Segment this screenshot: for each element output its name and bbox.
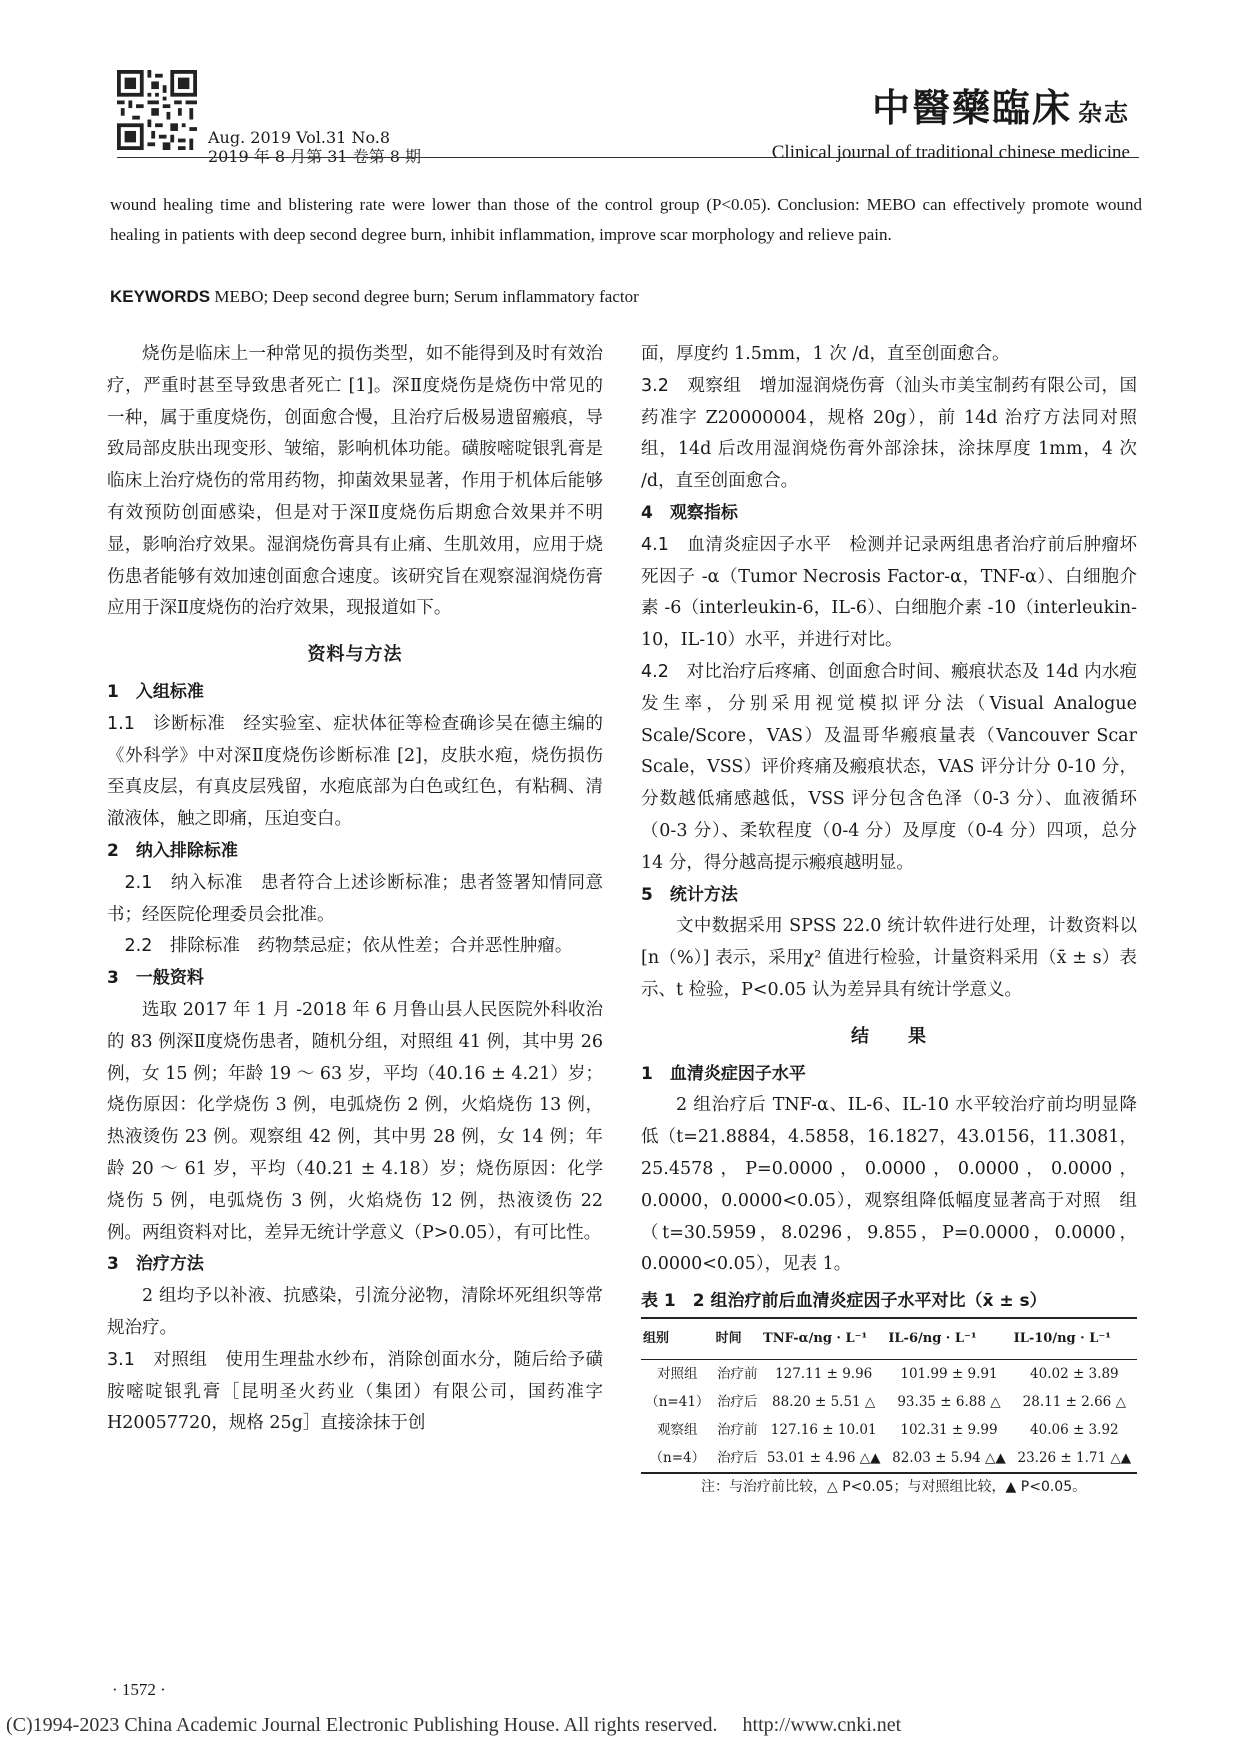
heading-5: 5 统计方法 — [641, 884, 738, 905]
table-cell: 治疗前 — [717, 1421, 758, 1438]
page-number: · 1572 · — [112, 1680, 166, 1699]
table-cell: 治疗后 — [714, 1444, 761, 1473]
paragraph-2-1 — [107, 868, 603, 932]
table-cell: 40.02 ± 3.89 — [1030, 1365, 1119, 1382]
journal-name-cn: 中醫藥臨床 — [871, 85, 1072, 130]
left-column — [107, 339, 603, 1440]
table-title: 表 1 2 组治疗前后血清炎症因子水平对比（x̄ ± s） — [641, 1291, 1047, 1312]
table-row — [641, 1359, 1137, 1388]
table-cell: （n=4） — [641, 1444, 714, 1473]
table-header-cell: IL-10/ng · L⁻¹ — [1012, 1318, 1137, 1359]
issue-info — [208, 128, 421, 166]
header-divider — [117, 157, 1139, 158]
copyright-notice: (C)1994-2023 China Academic Journal Electronic Publishing House. All rights reserved. http://www.cnki.net — [6, 1714, 902, 1736]
table-cell: 127.16 ± 10.01 — [770, 1421, 877, 1438]
issue-date-cn: 2019 年 8 月第 31 卷第 8 期 — [208, 147, 422, 166]
journal-masthead — [772, 86, 1130, 165]
table-cell: 治疗前 — [717, 1365, 758, 1382]
table-cell: 观察组 — [657, 1421, 698, 1438]
table-note: 注：与治疗前比较，△ P<0.05；与对照组比较，▲ P<0.05。 — [701, 1478, 1087, 1495]
paragraph-3b: 2 组均予以补液、抗感染，引流分泌物，清除坏死组织等常规治疗。 — [107, 1286, 603, 1338]
paragraph-3-2 — [641, 371, 1137, 498]
table-cell: 101.99 ± 9.91 — [900, 1365, 998, 1382]
table-header-cell: IL-6/ng · L⁻¹ — [886, 1318, 1011, 1359]
section-heading-results: 结 果 — [851, 1025, 927, 1047]
table-cell: 88.20 ± 5.51 △ — [772, 1393, 876, 1410]
paragraph-1-1 — [107, 709, 603, 836]
qr-code-icon — [117, 70, 197, 150]
text-2-1: 患者符合上述诊断标准；患者签署知情同意书；经医院伦理委员会批准。 — [107, 872, 603, 925]
paragraph-results-1: 2 组治疗后 TNF-α、IL-6、IL-10 水平较治疗前均明显降低（t=21.8884，4.5858，16.1827，43.0156，11.3081，25.4578，P=0.0000，0.0000，0.0000，0.0000，0.0000，0.0000<0.05），观察组降低幅度显著高于对照 组（t=30.5959，8.0296，9.855，P=0.0000，0.0000，0.0000<0.05），见表 1。 — [641, 1095, 1137, 1275]
label-2-1: 2.1 纳入标准 — [124, 872, 243, 893]
label-3-2: 3.2 观察组 — [641, 375, 742, 396]
heading-3: 3 一般资料 — [107, 968, 204, 989]
text-2-2: 药物禁忌症；依从性差；合并恶性肿瘤。 — [239, 936, 573, 957]
table-cell: 28.11 ± 2.66 △ — [1022, 1393, 1126, 1410]
text-3-1: 使用生理盐水纱布，消除创面水分，随后给予磺胺嘧啶银乳膏［昆明圣火药业（集团）有限公司，国药准字 H20057720，规格 25g］直接涂抹于创 — [107, 1349, 603, 1434]
paragraph-3: 选取 2017 年 1 月 -2018 年 6 月鲁山县人民医院外科收治的 83 例深Ⅱ度烧伤患者，随机分组，对照组 41 例，其中男 26 例，女 15 例；年龄 19 ～ 63 岁，平均（40.16 ± 4.21）岁；烧伤原因：化学烧伤 3 例，电弧烧伤 2 例，火焰烧伤 13 例，热液烫伤 23 例。观察组 42 例，其中男 28 例，女 14 例；年龄 20 ～ 61 岁，平均（40.21 ± 4.18）岁；烧伤原因：化学烧伤 5 例，电弧烧伤 3 例，火焰烧伤 12 例，热液烫伤 22 例。两组资料对比，差异无统计学意义（P>0.05），有可比性。 — [107, 999, 603, 1243]
paragraph-2-2 — [107, 931, 603, 963]
label-4-2: 4.2 — [641, 661, 669, 682]
table-cell: 127.11 ± 9.96 — [775, 1365, 873, 1382]
text-4-2: 对比治疗后疼痛、创面愈合时间、瘢痕状态及 14d 内水疱发生率，分别采用视觉模拟评分法（Visual Analogue Scale/Score，VAS）及温哥华瘢痕量表（Vancouver Scar Scale，VSS）评价疼痛及瘢痕状态，VAS 评分计分 0-10 分，分数越低痛感越低，VSS 评分包含色泽（0-3 分）、血液循环（0-3 分）、柔软程度（0-4 分）及厚度（0-4 分）四项，总分 14 分，得分越高提示瘢痕越明显。 — [641, 661, 1137, 873]
paragraph-4-2 — [641, 657, 1137, 880]
issue-date-en: Aug. 2019 Vol.31 No.8 — [208, 128, 391, 147]
journal-name-suffix: 杂志 — [1078, 98, 1130, 127]
right-column — [641, 339, 1137, 1500]
section-heading-methods: 资料与方法 — [307, 644, 403, 666]
intro-paragraph: 烧伤是临床上一种常见的损伤类型，如不能得到及时有效治疗，严重时甚至导致患者死亡 [1]。深Ⅱ度烧伤是烧伤中常见的一种，属于重度烧伤，创面愈合慢，且治疗后极易遗留瘢痕，导致局部皮肤出现变形、皱缩，影响机体功能。磺胺嘧啶银乳膏是临床上治疗烧伤的常用药物，抑菌效果显著，作用于机体后能够有效预防创面感染，但是对于深Ⅱ度烧伤后期愈合效果并不明显，影响治疗效果。湿润烧伤膏具有止痛、生肌效用，应用于烧伤患者能够有效加速创面愈合速度。该研究旨在观察湿润烧伤膏应用于深Ⅱ度烧伤的治疗效果，现报道如下。 — [107, 344, 603, 619]
label-3-1: 3.1 对照组 — [107, 1349, 208, 1370]
text-1-1: 经实验室、症状体征等检查确诊吴在德主编的《外科学》中对深Ⅱ度烧伤诊断标准 [2]，皮肤水疱，烧伤损伤至真皮层，有真皮层残留，水疱底部为白色或红色，有粘稠、清澈液体，触之即痛，压迫变白。 — [107, 713, 603, 830]
table-row — [641, 1388, 1137, 1416]
text-3-2: 增加湿润烧伤膏（汕头市美宝制药有限公司，国药准字 Z20000004，规格 20g），前 14d 治疗方法同对照组，14d 后改用湿润烧伤膏外部涂抹，涂抹厚度 1mm，4 次 /d，直至创面愈合。 — [641, 375, 1137, 492]
table-cell: 23.26 ± 1.71 △▲ — [1012, 1444, 1137, 1473]
text-4-1: 检测并记录两组患者治疗前后肿瘤坏死因子 -α（Tumor Necrosis Factor-α，TNF-α）、白细胞介素 -6（interleukin-6，IL-6）、白细胞介素 -10（interleukin-10，IL-10）水平，并进行对比。 — [641, 534, 1137, 651]
table-cell: （n=41） — [645, 1393, 710, 1410]
label-2-2: 2.2 排除标准 — [124, 936, 240, 957]
heading-1: 1 入组标准 — [107, 681, 204, 702]
label-1-1: 1.1 诊断标准 — [107, 713, 226, 734]
table-row — [641, 1416, 1137, 1444]
table-header-cell: 组别 — [641, 1318, 714, 1359]
paragraph-5: 文中数据采用 SPSS 22.0 统计软件进行处理，计数资料以 [n（%）] 表示，采用χ² 值进行检验，计量资料采用（x̄ ± s）表示、t 检验，P<0.05 认为差异具有统计学意义。 — [641, 916, 1137, 1000]
table-header-cell: 时间 — [714, 1318, 761, 1359]
journal-title-en: Clinical journal of traditional chinese medicine — [771, 142, 1130, 163]
table-row — [641, 1444, 1137, 1473]
keywords — [110, 282, 1142, 312]
table-cell: 40.06 ± 3.92 — [1030, 1421, 1119, 1438]
table-cell: 102.31 ± 9.99 — [900, 1421, 998, 1438]
paragraph-4-1 — [641, 530, 1137, 657]
heading-results-1: 1 血清炎症因子水平 — [641, 1063, 806, 1084]
table-header-cell: TNF-α/ng · L⁻¹ — [761, 1318, 886, 1359]
paragraph-3-1-cont: 面，厚度约 1.5mm，1 次 /d，直至创面愈合。 — [641, 344, 1010, 364]
table-cell: 93.35 ± 6.88 △ — [897, 1393, 1001, 1410]
heading-4: 4 观察指标 — [641, 502, 738, 523]
paragraph-3-1 — [107, 1345, 603, 1440]
table-cell: 53.01 ± 4.96 △▲ — [761, 1444, 886, 1473]
heading-3b: 3 治疗方法 — [107, 1254, 204, 1275]
keywords-list: MEBO; Deep second degree burn; Serum inflammatory factor — [214, 287, 639, 306]
table-header-row — [641, 1318, 1137, 1359]
table-cell: 治疗后 — [717, 1393, 758, 1410]
journal-title-cn — [772, 86, 1130, 135]
table-cell: 对照组 — [657, 1365, 698, 1382]
keywords-label: KEYWORDS — [110, 287, 211, 306]
heading-2: 2 纳入排除标准 — [107, 840, 238, 861]
results-table — [641, 1317, 1137, 1474]
label-4-1: 4.1 血清炎症因子水平 — [641, 534, 832, 555]
abstract-text: wound healing time and blistering rate were lower than those of the control group (P<0.05). Conclusion: MEBO can effectively promote wound healing in patients with deep second degree burn, inhibit inflammation, improve scar morphology and relieve pain. — [110, 195, 1142, 244]
table-cell: 82.03 ± 5.94 △▲ — [886, 1444, 1011, 1473]
